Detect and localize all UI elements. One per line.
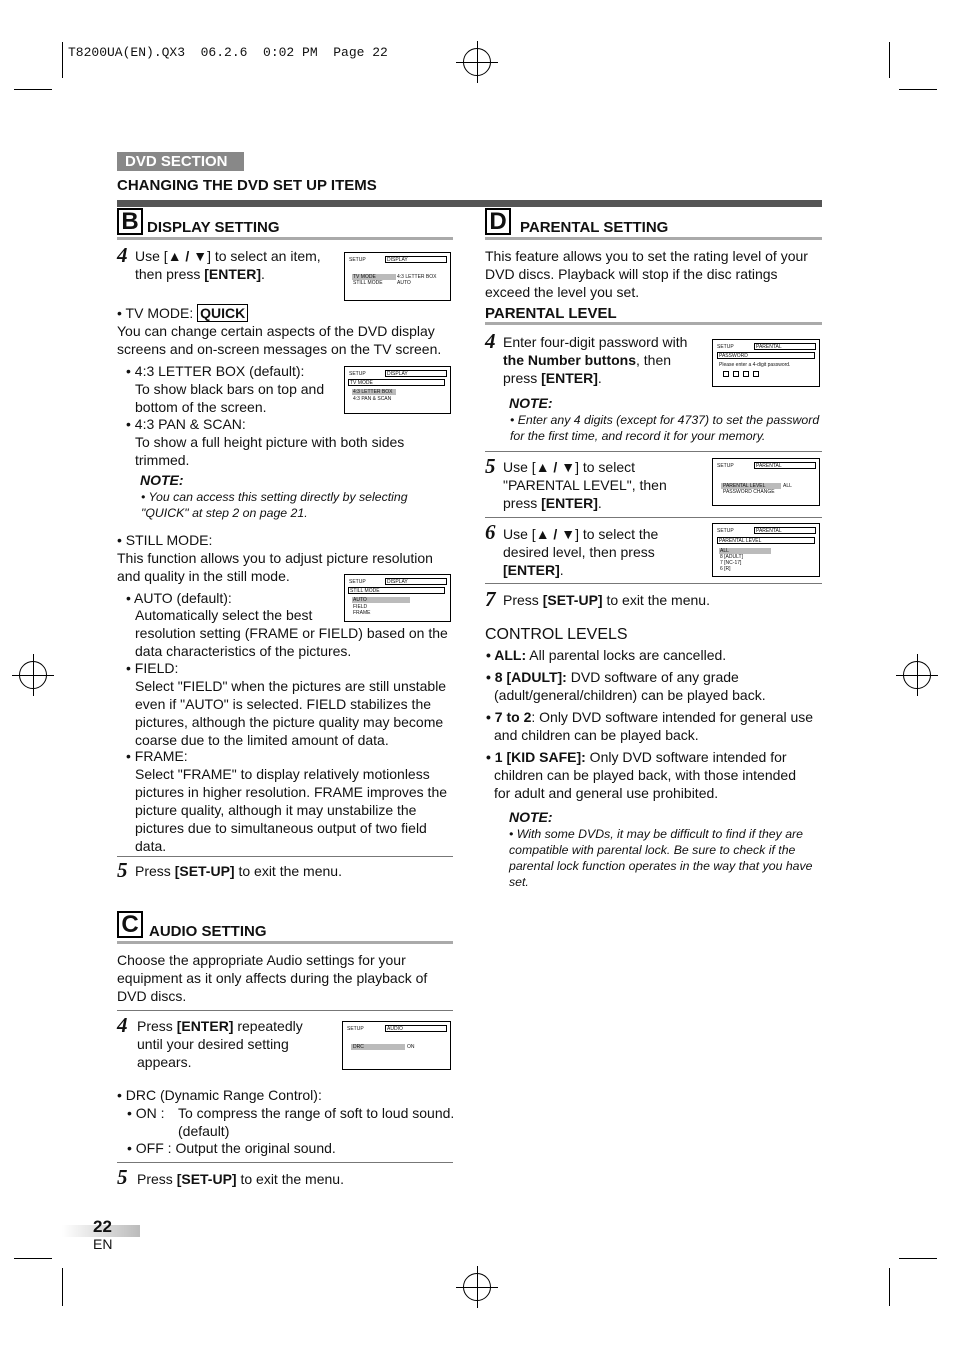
section-label: DVD SECTION xyxy=(117,152,244,171)
step-number: 5 xyxy=(117,858,128,882)
display-step5-text: Press [SET-UP] to exit the menu. xyxy=(135,863,342,879)
step-divider xyxy=(117,1010,453,1011)
panscan-title: • 4:3 PAN & SCAN: xyxy=(126,416,246,432)
parental-step6-text: Use [▲ / ▼] to select the desired level, then press [ENTER]. xyxy=(503,526,659,578)
note-heading: NOTE: xyxy=(509,395,553,411)
parental-intro: This feature allows you to set the rating level of your DVD discs. Playback will stop if the disc ratings exceed the level you set. xyxy=(485,248,808,300)
parental-step4-text: Enter four-digit password with the Number buttons, then press [ENTER]. xyxy=(503,334,688,386)
display-step4-text: Use [▲ / ▼] to select an item, then press [ENTER]. xyxy=(135,248,321,282)
crop-mark xyxy=(62,1268,63,1306)
audio-step4-text: Press [ENTER] repeatedly until your desired setting appears. xyxy=(137,1018,303,1070)
triangle-up-icon: ▲ xyxy=(167,248,182,264)
section-letter-c: C xyxy=(117,911,143,938)
quick-badge: QUICK xyxy=(197,304,248,322)
auto-desc-1: Automatically select the best xyxy=(135,607,313,623)
still-mode-title: • STILL MODE: xyxy=(117,532,213,548)
letterbox-title: • 4:3 LETTER BOX (default): xyxy=(126,363,305,379)
tv-mode-desc: You can change certain aspects of the DVD display screens and on-screen messages on the TV screen. xyxy=(117,323,442,357)
step-divider xyxy=(117,1162,453,1163)
drc-on-label: • ON : xyxy=(127,1105,165,1121)
step-number: 7 xyxy=(485,587,496,611)
crop-mark xyxy=(14,89,52,90)
triangle-down-icon: ▼ xyxy=(561,526,576,542)
crop-mark xyxy=(889,1268,890,1306)
tv-mode-screen: SETUP DISPLAY TV MODE 4:3 LETTER BOX 4:3 PAN & SCAN xyxy=(344,366,451,414)
parental-note-2: • With some DVDs, it may be difficult to find if they are compatible with parental lock. Be sure to check if the parental lock function operates in the way that you have set. xyxy=(509,827,813,889)
panscan-desc: To show a full height picture with both sides trimmed. xyxy=(135,434,405,468)
page-title: CHANGING THE DVD SET UP ITEMS xyxy=(117,177,377,194)
field-title: • FIELD: xyxy=(126,660,179,676)
audio-setting-title: AUDIO SETTING xyxy=(149,923,267,940)
title-underline xyxy=(117,237,453,240)
step-number: 4 xyxy=(117,1013,128,1037)
drc-title: • DRC (Dynamic Range Control): xyxy=(117,1087,322,1103)
auto-title: • AUTO (default): xyxy=(126,590,232,606)
control-level-all: • ALL: All parental locks are cancelled. xyxy=(486,647,727,663)
display-setting-title: DISPLAY SETTING xyxy=(147,219,280,236)
auto-desc-2: resolution setting (FRAME or FIELD) based on the data characteristics of the pictures. xyxy=(135,625,448,659)
step-divider xyxy=(485,517,822,518)
control-level-7-to-2: • 7 to 2: Only DVD software intended for general use and children can be played back. xyxy=(486,709,814,743)
control-level-8: • 8 [ADULT]: DVD software of any grade (adult/general/children) can be played back. xyxy=(486,669,766,703)
crop-mark xyxy=(14,1258,52,1259)
registration-mark-icon xyxy=(463,48,491,76)
parental-note: • Enter any 4 digits (except for 4737) to set the password for the first time, and record it for your memory. xyxy=(510,413,820,443)
print-slug: T8200UA(EN).QX3 06.2.6 0:02 PM Page 22 xyxy=(68,45,388,60)
frame-title: • FRAME: xyxy=(126,748,188,764)
language-label: EN xyxy=(93,1236,113,1252)
registration-mark-icon xyxy=(903,661,931,689)
step-divider xyxy=(485,583,822,584)
registration-mark-icon xyxy=(463,1273,491,1301)
control-levels-title: CONTROL LEVELS xyxy=(485,626,628,643)
parental-setting-title: PARENTAL SETTING xyxy=(520,219,669,236)
triangle-down-icon: ▼ xyxy=(193,248,208,264)
registration-mark-icon xyxy=(19,661,47,689)
audio-step5-text: Press [SET-UP] to exit the menu. xyxy=(137,1171,344,1187)
parental-step7-text: Press [SET-UP] to exit the menu. xyxy=(503,592,710,608)
step-number: 5 xyxy=(117,1165,128,1189)
still-mode-desc: This function allows you to adjust picture resolution and quality in the still mode. xyxy=(117,550,433,584)
crop-mark xyxy=(62,42,63,78)
step-number: 6 xyxy=(485,520,496,544)
audio-menu-screen: SETUP AUDIO DRC ON xyxy=(342,1021,451,1070)
step-number: 5 xyxy=(485,454,496,478)
step-divider xyxy=(485,451,822,452)
parental-step5-text: Use [▲ / ▼] to select "PARENTAL LEVEL", then press [ENTER]. xyxy=(503,459,667,511)
drc-on-desc: To compress the range of soft to loud sound. (default) xyxy=(178,1105,455,1139)
triangle-up-icon: ▲ xyxy=(535,459,550,475)
display-note: • You can access this setting directly by selecting "QUICK" at step 2 on page 21. xyxy=(141,490,408,520)
note-heading: NOTE: xyxy=(509,809,553,825)
step-number: 4 xyxy=(485,329,496,353)
triangle-down-icon: ▼ xyxy=(561,459,576,475)
field-desc: Select "FIELD" when the pictures are still unstable even if "AUTO" is selected. FIELD stabilizes the pictures, although the picture quality may become coarse due to the limited amount of data. xyxy=(135,678,447,748)
audio-intro: Choose the appropriate Audio settings for your equipment as it only affects during the playback of DVD discs. xyxy=(117,952,428,1004)
drc-off: • OFF : Output the original sound. xyxy=(127,1140,336,1156)
parental-level-title: PARENTAL LEVEL xyxy=(485,305,617,322)
section-divider xyxy=(117,200,822,207)
page-number: 22 xyxy=(93,1217,112,1236)
step-number: 4 xyxy=(117,243,128,267)
title-underline xyxy=(485,237,822,240)
letterbox-desc: To show black bars on top and bottom of the screen. xyxy=(135,381,325,415)
parental-menu-screen: SETUP PARENTAL PARENTAL LEVEL ALL PASSWORD CHANGE xyxy=(712,458,820,506)
password-screen: SETUP PARENTAL PASSWORD Please enter a 4-digit password. xyxy=(712,339,820,387)
step-divider xyxy=(117,856,453,857)
tv-mode-label: • TV MODE: QUICK xyxy=(117,304,248,322)
control-level-1: • 1 [KID SAFE]: Only DVD software intended for children can be played back, with those intended for adult and general use prohibited. xyxy=(486,749,796,801)
display-menu-screen: SETUP DISPLAY TV MODE 4:3 LETTER BOX STILL MODE AUTO xyxy=(344,252,451,301)
triangle-up-icon: ▲ xyxy=(535,526,550,542)
crop-mark xyxy=(889,42,890,78)
crop-mark xyxy=(899,89,937,90)
still-mode-screen: SETUP DISPLAY STILL MODE AUTO FIELD FRAME xyxy=(344,574,451,622)
note-heading: NOTE: xyxy=(140,472,184,488)
section-letter-d: D xyxy=(485,208,511,235)
title-underline xyxy=(117,941,453,944)
title-underline xyxy=(485,322,822,325)
frame-desc: Select "FRAME" to display relatively motionless pictures in higher resolution. FRAME improves the picture quality, although it may unstabilize the pictures due to simultaneous output of two field data. xyxy=(135,766,448,854)
section-letter-b: B xyxy=(117,208,143,235)
crop-mark xyxy=(899,1258,937,1259)
parental-level-screen: SETUP PARENTAL PARENTAL LEVEL ALL 8 [ADULT] 7 [NC-17] 6 [R] xyxy=(712,523,820,577)
